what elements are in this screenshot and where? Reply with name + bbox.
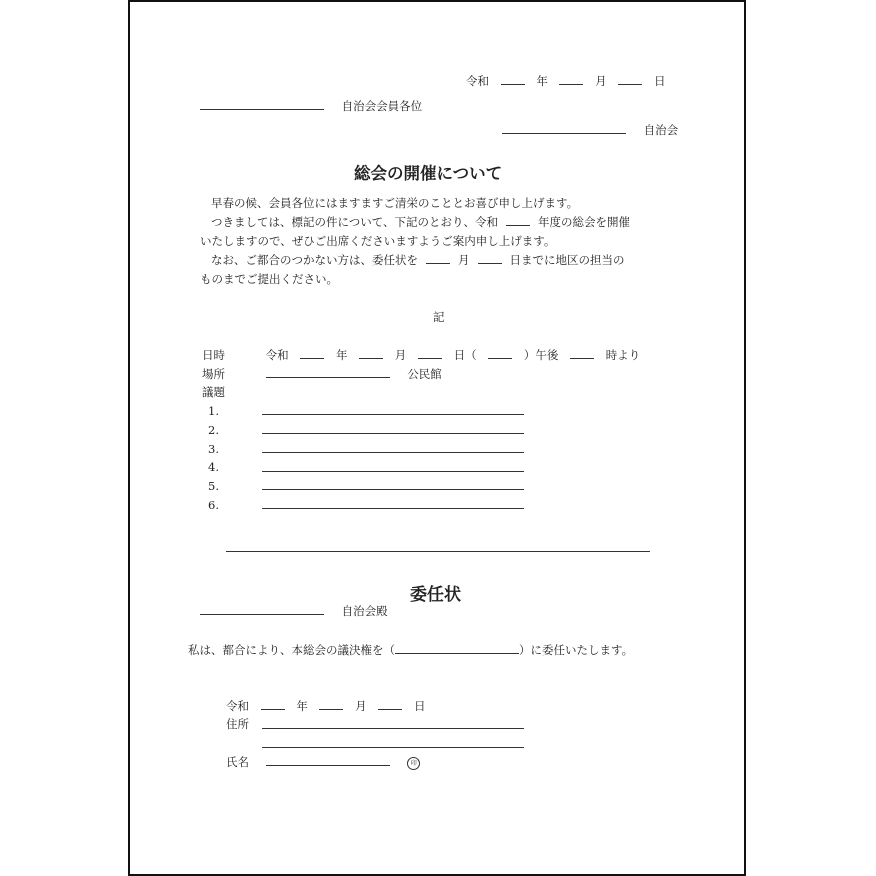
blank-meeting-year[interactable] (300, 347, 324, 359)
agenda-line[interactable] (262, 471, 524, 472)
blank-proxy-delegate[interactable] (395, 642, 519, 654)
blank-deadline-month[interactable] (426, 252, 450, 264)
blank-meeting-hour[interactable] (570, 347, 594, 359)
place-row (202, 366, 442, 381)
header-date-year: 年 (536, 74, 548, 88)
guidance-paragraph: つきましては、標記の件について、下記のとおり、令和 年度の総会を開催 (211, 215, 631, 229)
blank-meeting-month[interactable] (359, 347, 383, 359)
blank-association-name[interactable] (200, 98, 324, 110)
recipients-text: 自治会会員各位 (341, 99, 423, 113)
blank-sender-name[interactable] (502, 122, 626, 134)
agenda-number: 2. (208, 423, 219, 437)
blank-proxy-name[interactable] (266, 754, 390, 766)
notice-title: 総会の開催について (354, 164, 503, 183)
agenda-number: 6. (208, 498, 219, 512)
proxy-addressee: 自治会殿 (341, 604, 388, 618)
blank-fiscal-year[interactable] (506, 214, 530, 226)
proxy-addressee-line (200, 603, 388, 618)
proxy-title: 委任状 (410, 585, 461, 605)
blank-meeting-weekday[interactable] (488, 347, 512, 359)
blank-place[interactable] (266, 366, 390, 378)
blank-proxy-year[interactable] (261, 698, 285, 710)
proxy-address-label: 住所 (226, 717, 249, 731)
header-date-era: 令和 (466, 74, 489, 88)
agenda-line[interactable] (262, 414, 524, 415)
sender-text: 自治会 (643, 123, 679, 137)
blank-proxy-day[interactable] (378, 698, 402, 710)
datetime-label: 日時 (202, 348, 225, 362)
agenda-number: 1. (208, 404, 219, 418)
agenda-line[interactable] (262, 452, 524, 453)
document-page (128, 0, 746, 876)
agenda-number: 3. (208, 442, 219, 456)
header-date-month: 月 (595, 74, 607, 88)
proxy-name-row (226, 754, 420, 770)
blank-year[interactable] (501, 73, 525, 85)
sender-line (502, 122, 678, 137)
agenda-label: 議題 (202, 385, 225, 399)
blank-proxy-association[interactable] (200, 603, 324, 615)
deadline-paragraph: なお、ご都合のつかない方は、委任状を 月 日までに地区の担当の (211, 253, 625, 267)
agenda-line[interactable] (262, 433, 524, 434)
agenda-line[interactable] (262, 508, 524, 509)
guidance-paragraph-cont: いたしますので、ぜひご出席くださいますようご案内申し上げます。 (200, 234, 556, 248)
blank-meeting-day[interactable] (418, 347, 442, 359)
header-date-day: 日 (653, 74, 666, 88)
proxy-name-label: 氏名 (226, 755, 249, 769)
blank-proxy-month[interactable] (319, 698, 343, 710)
recipients-line (200, 98, 422, 113)
proxy-date-row: 令和 年 月 日 (226, 699, 426, 713)
greeting-paragraph: 早春の候、会員各位にはますますご清栄のこととお喜び申し上げます。 (211, 196, 579, 210)
notice-body (200, 194, 680, 289)
agenda-line[interactable] (262, 489, 524, 490)
agenda-number: 5. (208, 479, 219, 493)
seal-mark-icon: 印 (407, 757, 420, 770)
deadline-paragraph-cont: ものまでご提出ください。 (200, 272, 338, 286)
proxy-statement: 私は、都合により、本総会の議決権を（ ）に委任いたします。 (188, 643, 634, 657)
ki-marker: 記 (433, 310, 445, 324)
blank-deadline-day[interactable] (478, 252, 502, 264)
place-label: 場所 (202, 367, 225, 381)
agenda-number: 4. (208, 460, 219, 474)
address-line[interactable] (262, 728, 524, 729)
header-date (466, 73, 665, 88)
blank-month[interactable] (559, 73, 583, 85)
cut-line-divider (226, 551, 650, 552)
blank-day[interactable] (618, 73, 642, 85)
address-line-2[interactable] (262, 747, 524, 748)
place-suffix: 公民館 (407, 367, 442, 381)
datetime-row: 日時 令和 年 月 日（ ）午後 時より (202, 348, 641, 362)
